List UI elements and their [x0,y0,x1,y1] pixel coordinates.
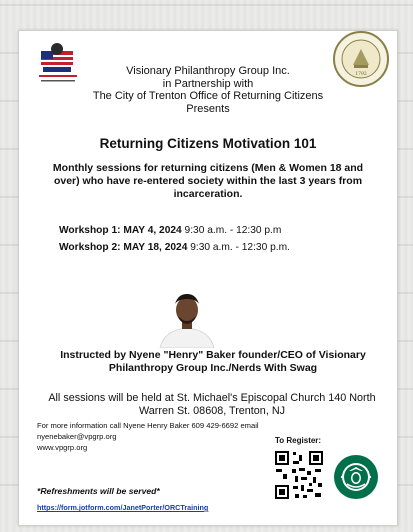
header-line-4: Presents [186,103,230,115]
instructor-text: Instructed by Nyene "Henry" Baker founder/CEO of Visionary Philanthropy Group Inc./Nerds With Swag [60,349,366,374]
header-line-1: Visionary Philanthropy Group Inc. [126,65,290,77]
workshop-1-label: Workshop 1: [59,225,121,236]
flyer [18,30,398,526]
to-register-label: To Register: [275,436,322,445]
workshop-2-time: 9:30 a.m. - 12:30 p.m. [190,242,290,253]
contact-website[interactable]: www.vpgrp.org [37,443,88,452]
refreshments-note: *Refreshments will be served* [37,486,160,496]
page-title: Returning Citizens Motivation 101 [99,136,317,151]
workshop-2 [59,242,389,253]
workshop-2-label: Workshop 2: [59,242,121,253]
registration-link[interactable]: https://form.jotform.com/JanetPorter/ORCTraining [37,503,209,512]
workshop-1 [59,225,389,236]
starbucks-logo-icon [333,454,379,500]
workshop-2-date: MAY 18, 2024 [123,242,188,253]
workshop-1-time: 9:30 a.m. - 12:30 p.m [184,225,282,236]
contact-line: For more information call Nyene Henry Baker 609 429-6692 email [37,421,259,430]
portrait-photo [158,286,216,348]
city-seal-icon [333,31,389,87]
vpg-logo [33,37,83,93]
description: Monthly sessions for returning citizens (Men & Women 18 and over) who have re-entered society within the last 3 years from incarceration. [52,162,364,200]
workshop-1-date: MAY 4, 2024 [123,225,182,236]
header-line-3: The City of Trenton Office of Returning Citizens [92,90,324,102]
sessions-location: All sessions will be held at St. Michael's Episcopal Church 140 North Warren St. 08608, Trenton, NJ [48,392,376,417]
qr-code-icon[interactable] [273,449,325,501]
header-line-2: in Partnership with [162,78,254,90]
svg-text:1792: 1792 [355,72,367,77]
contact-email[interactable]: nyenebaker@vpgrp.org [37,432,117,441]
